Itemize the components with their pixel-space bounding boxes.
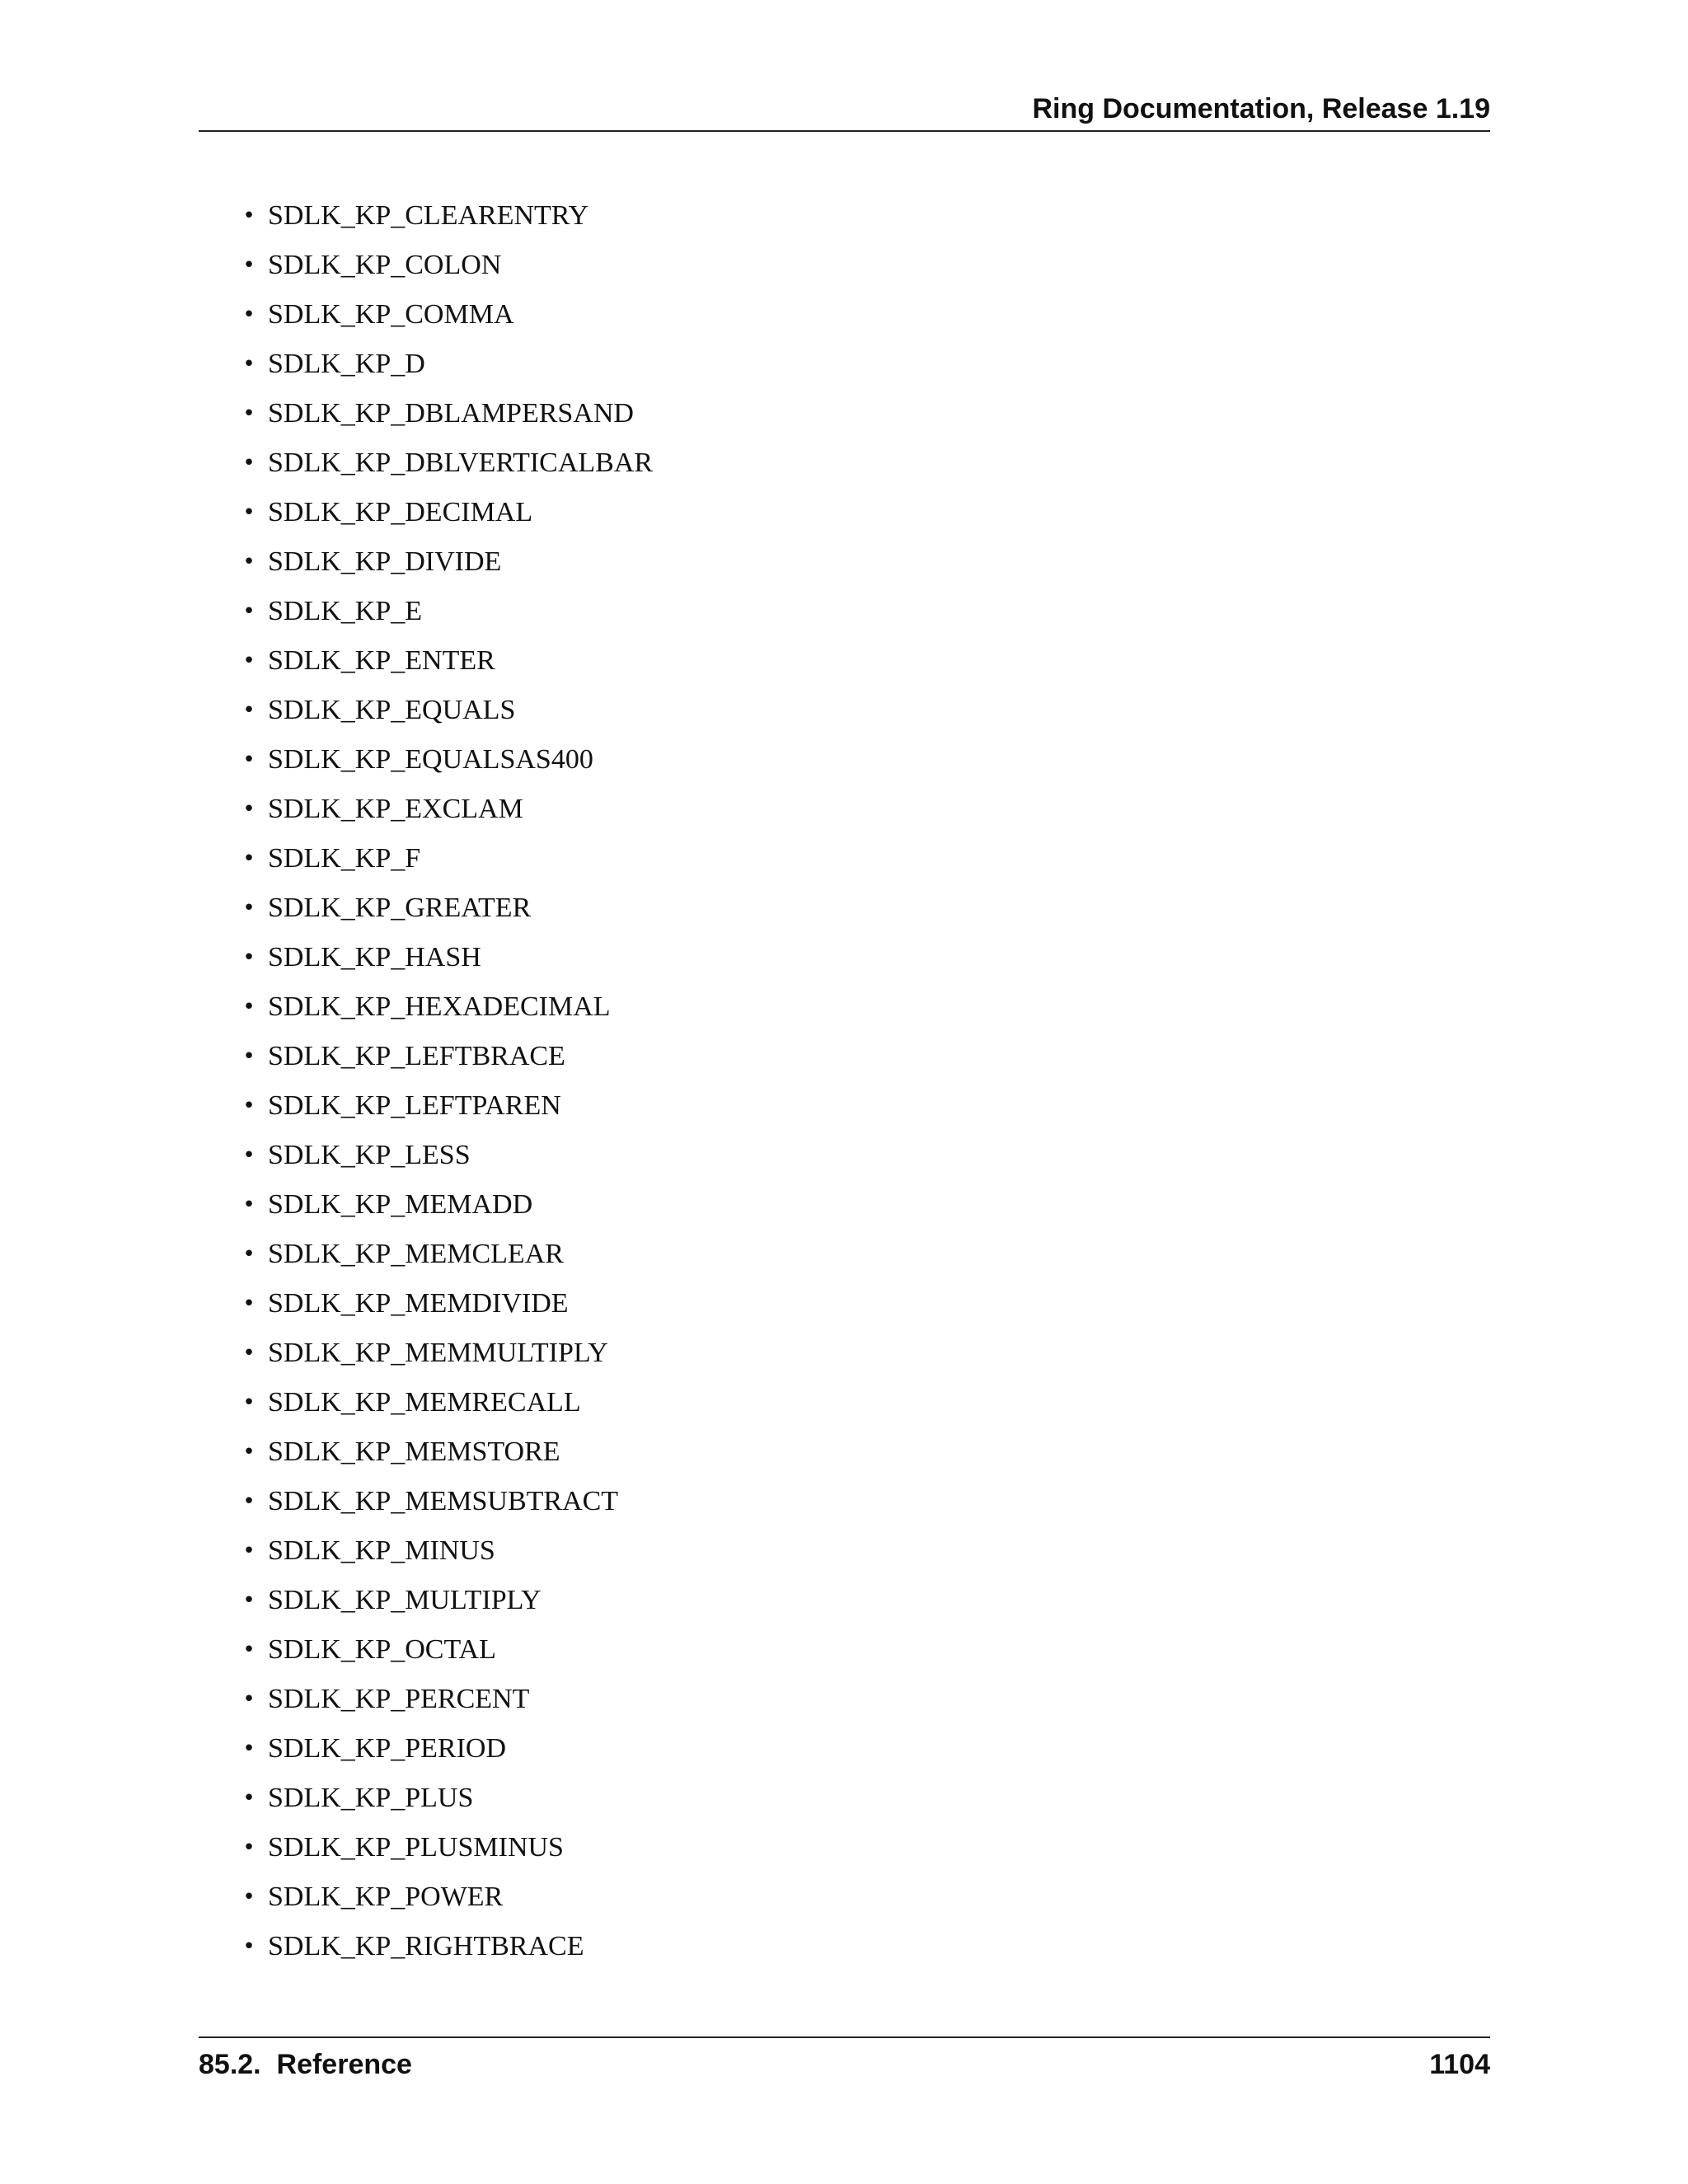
list-item-text: SDLK_KP_MEMMULTIPLY xyxy=(268,1338,608,1368)
list-item-text: SDLK_KP_MEMADD xyxy=(268,1189,533,1220)
list-item-text: SDLK_KP_MINUS xyxy=(268,1535,495,1566)
list-item-text: SDLK_KP_PERIOD xyxy=(268,1733,507,1764)
list-item-text: SDLK_KP_PLUS xyxy=(268,1783,474,1813)
list-item-text: SDLK_KP_DECIMAL xyxy=(268,497,533,527)
list-item-text: SDLK_KP_HEXADECIMAL xyxy=(268,991,611,1022)
list-item-text: SDLK_KP_GREATER xyxy=(268,893,532,923)
bullet-icon: • xyxy=(242,1143,256,1168)
page-header xyxy=(199,89,1490,132)
list-item-text: SDLK_KP_MEMDIVIDE xyxy=(268,1288,569,1319)
bullet-icon: • xyxy=(242,1193,256,1217)
list-item-text: SDLK_KP_PLUSMINUS xyxy=(268,1832,564,1863)
bullet-icon: • xyxy=(242,1835,256,1860)
list-item-text: SDLK_KP_MEMSTORE xyxy=(268,1436,560,1467)
footer-page-number: 1104 xyxy=(1429,2049,1490,2080)
bullet-icon: • xyxy=(242,1934,256,1959)
list-item-text: SDLK_KP_MEMRECALL xyxy=(268,1387,581,1418)
list-item-text: SDLK_KP_DBLAMPERSAND xyxy=(268,398,634,429)
bullet-icon: • xyxy=(242,599,256,624)
page-footer xyxy=(199,2036,1490,2088)
list-item-text: SDLK_KP_CLEARENTRY xyxy=(268,200,589,231)
bullet-icon: • xyxy=(242,204,256,228)
list-item-text: SDLK_KP_EQUALS xyxy=(268,695,516,725)
bullet-icon: • xyxy=(242,1786,256,1811)
list-item-text: SDLK_KP_RIGHTBRACE xyxy=(268,1931,584,1961)
bullet-icon: • xyxy=(242,1094,256,1118)
list-item-text: SDLK_KP_LESS xyxy=(268,1140,471,1170)
bullet-icon: • xyxy=(242,1044,256,1069)
bullet-icon: • xyxy=(242,550,256,574)
header-title: Ring Documentation, Release 1.19 xyxy=(1032,93,1490,124)
list-item-text: SDLK_KP_EXCLAM xyxy=(268,794,523,824)
list-item-text: SDLK_KP_MEMCLEAR xyxy=(268,1239,564,1269)
list-item-text: SDLK_KP_ENTER xyxy=(268,645,495,676)
bullet-icon: • xyxy=(242,302,256,327)
list-item-text: SDLK_KP_POWER xyxy=(268,1882,504,1912)
list-item-text: SDLK_KP_MEMSUBTRACT xyxy=(268,1486,619,1516)
bullet-icon: • xyxy=(242,995,256,1019)
bullet-icon: • xyxy=(242,1489,256,1514)
list-item-text: SDLK_KP_LEFTPAREN xyxy=(268,1090,561,1121)
bullet-icon: • xyxy=(242,1687,256,1712)
bullet-icon: • xyxy=(242,1638,256,1662)
list-item-text: SDLK_KP_EQUALSAS400 xyxy=(268,744,593,775)
bullet-icon: • xyxy=(242,1736,256,1761)
bullet-icon: • xyxy=(242,748,256,772)
list-item-text: SDLK_KP_PERCENT xyxy=(268,1684,530,1714)
bullet-icon: • xyxy=(242,253,256,278)
bullet-icon: • xyxy=(242,352,256,377)
bullet-icon: • xyxy=(242,1291,256,1316)
bullet-icon: • xyxy=(242,1242,256,1267)
bullet-icon: • xyxy=(242,500,256,525)
list-item-text: SDLK_KP_HASH xyxy=(268,942,481,972)
list-item-text: SDLK_KP_DBLVERTICALBAR xyxy=(268,448,654,478)
bullet-icon: • xyxy=(242,1588,256,1613)
list-item-text: SDLK_KP_D xyxy=(268,349,425,379)
bullet-icon: • xyxy=(242,649,256,673)
bullet-icon: • xyxy=(242,945,256,970)
list-item-text: SDLK_KP_E xyxy=(268,596,423,626)
list-item-text: SDLK_KP_OCTAL xyxy=(268,1634,496,1665)
bullet-icon: • xyxy=(242,1539,256,1563)
list-item-text: SDLK_KP_LEFTBRACE xyxy=(268,1041,565,1071)
bullet-icon: • xyxy=(242,1341,256,1366)
bullet-icon: • xyxy=(242,698,256,723)
bullet-icon: • xyxy=(242,1885,256,1910)
list-item-text: SDLK_KP_MULTIPLY xyxy=(268,1585,542,1615)
bullet-icon: • xyxy=(242,846,256,871)
bullet-icon: • xyxy=(242,797,256,822)
list-item-text: SDLK_KP_COMMA xyxy=(268,299,514,330)
bullet-icon: • xyxy=(242,896,256,921)
bullet-icon: • xyxy=(242,451,256,476)
bullet-icon: • xyxy=(242,401,256,426)
list-item-text: SDLK_KP_COLON xyxy=(268,250,502,280)
bullet-icon: • xyxy=(242,1440,256,1465)
list-item-text: SDLK_KP_DIVIDE xyxy=(268,546,502,577)
bullet-icon: • xyxy=(242,1390,256,1415)
list-item-text: SDLK_KP_F xyxy=(268,843,421,874)
footer-section-title: 85.2. Reference xyxy=(199,2049,412,2080)
